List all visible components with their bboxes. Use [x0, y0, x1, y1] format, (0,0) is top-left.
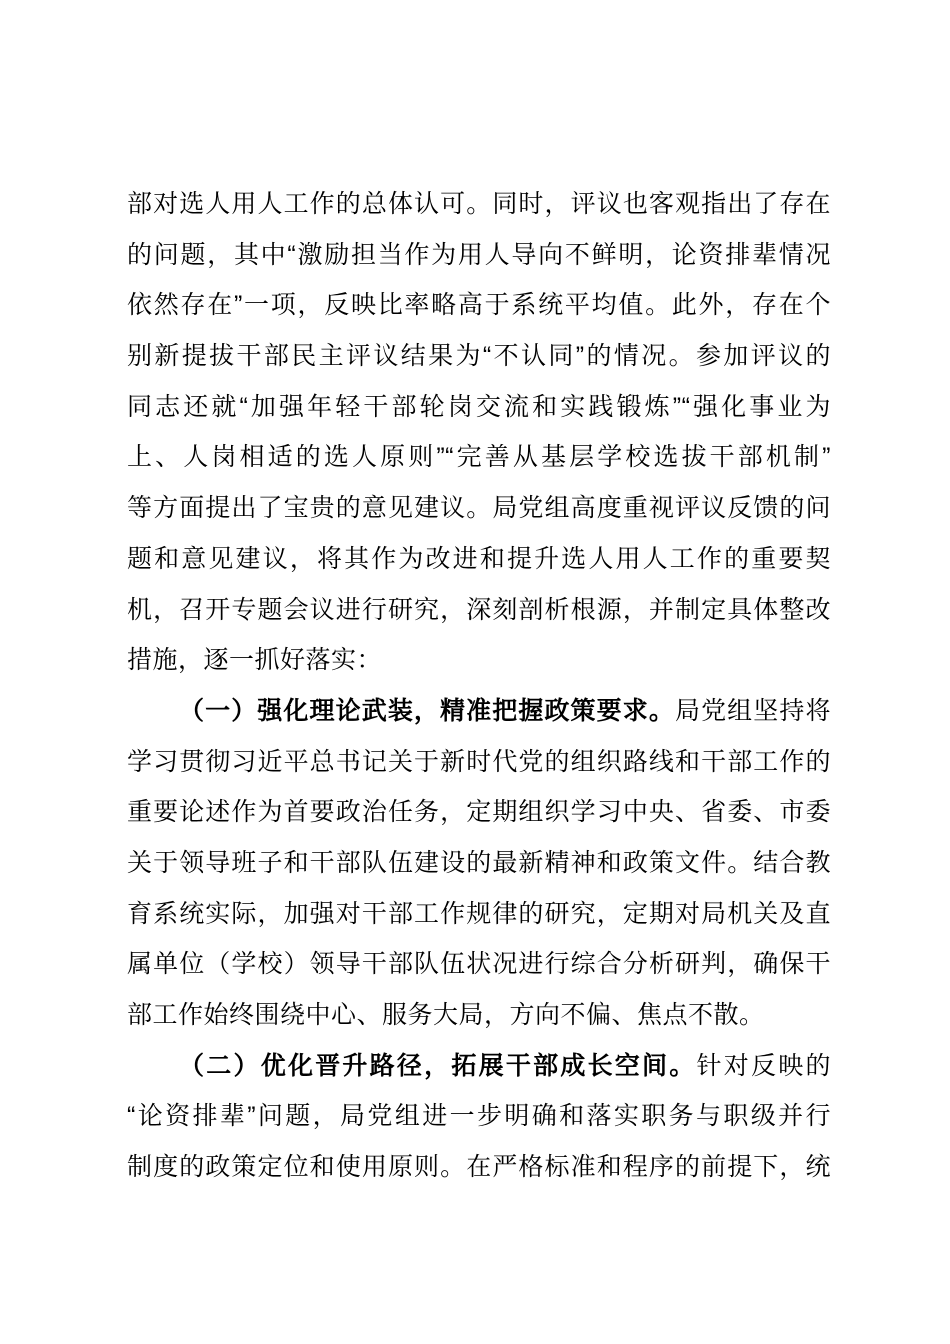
- section-heading-run: （二）优化晋升路径，拓展干部成长空间。: [179, 1051, 697, 1080]
- text-line: [127, 230, 831, 281]
- text-line: [127, 483, 831, 534]
- body-text-run: 学习贯彻习近平总书记关于新时代党的组织路线和干部工作的: [127, 747, 831, 776]
- body-text-run: 等方面提出了宝贵的意见建议。局党组高度重视评议反馈的问: [127, 494, 831, 523]
- body-text-run: 上、人岗相适的选人原则”“完善从基层学校选拔干部机制”: [127, 443, 831, 472]
- body-text-run: 属单位（学校）领导干部队伍状况进行综合分析研判，确保干: [127, 950, 831, 979]
- document-text-block: [127, 179, 831, 1193]
- section-two-heading-line: [127, 1041, 831, 1092]
- section-one-heading-line: [127, 686, 831, 737]
- body-text-run: 针对反映的: [696, 1051, 831, 1080]
- body-text-run: 机，召开专题会议进行研究，深刻剖析根源，并制定具体整改: [127, 595, 831, 624]
- body-text-run: 措施，逐一抓好落实：: [127, 646, 383, 675]
- text-line: [127, 331, 831, 382]
- body-text-run: 的问题，其中“激励担当作为用人导向不鲜明，论资排辈情况: [127, 240, 831, 269]
- body-text-run: 制度的政策定位和使用原则。在严格标准和程序的前提下，统: [127, 1153, 831, 1182]
- text-line: [127, 939, 831, 990]
- paragraph-end-line: [127, 635, 831, 686]
- text-line: [127, 585, 831, 636]
- text-line: [127, 432, 831, 483]
- text-line: [127, 534, 831, 585]
- body-text-run: 重要论述作为首要政治任务，定期组织学习中央、省委、市委: [127, 798, 831, 827]
- text-line: [127, 382, 831, 433]
- body-text-run: 别新提拔干部民主评议结果为“不认同”的情况。参加评议的: [127, 342, 831, 371]
- text-line: [127, 889, 831, 940]
- text-line: [127, 787, 831, 838]
- text-line: [127, 838, 831, 889]
- paragraph-end-line: [127, 990, 831, 1041]
- body-text-run: 部对选人用人工作的总体认可。同时，评议也客观指出了存在: [127, 190, 831, 218]
- body-text-run: 部工作始终围绕中心、服务大局，方向不偏、焦点不散。: [127, 1001, 765, 1029]
- body-text-run: 题和意见建议，将其作为改进和提升选人用人工作的重要契: [127, 544, 831, 573]
- body-text-run: 育系统实际，加强对干部工作规律的研究，定期对局机关及直: [127, 899, 831, 928]
- text-line: [127, 1091, 831, 1142]
- body-text-run: 局党组坚持将: [674, 696, 831, 725]
- text-line: [127, 280, 831, 331]
- text-line: [127, 1142, 831, 1193]
- body-text-run: “论资排辈”问题，局党组进一步明确和落实职务与职级并行: [127, 1102, 831, 1131]
- body-text-run: 依然存在”一项，反映比率略高于系统平均值。此外，存在个: [127, 291, 831, 320]
- body-text-run: 同志还就“加强年轻干部轮岗交流和实践锻炼”“强化事业为: [127, 392, 831, 421]
- section-heading-run: （一）强化理论武装，精准把握政策要求。: [179, 696, 675, 725]
- text-line: [127, 737, 831, 788]
- body-text-run: 关于领导班子和干部队伍建设的最新精神和政策文件。结合教: [127, 848, 831, 877]
- text-line: [127, 179, 831, 230]
